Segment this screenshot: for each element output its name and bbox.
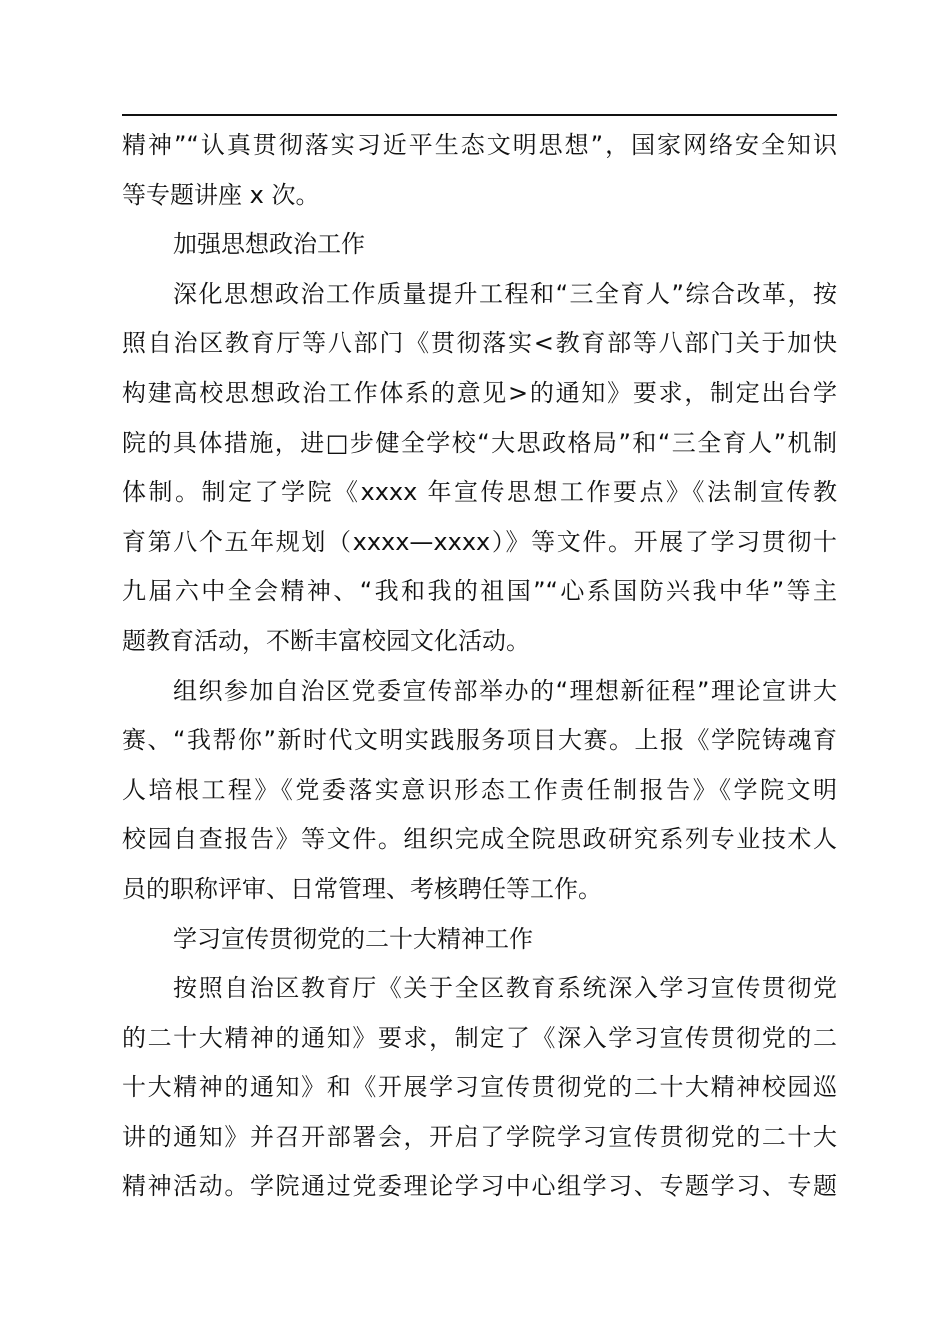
text-line: 体制。制定了学院《xxxx 年宣传思想工作要点》《法制宣传教 [122, 478, 837, 507]
text-line: 的二十大精神的通知》要求，制定了《深入学习宣传贯彻党的二 [122, 1023, 837, 1052]
text-line: 题教育活动，不断丰富校园文化活动。 [122, 626, 530, 655]
text-line: 赛、“我帮你”新时代文明实践服务项目大赛。上报《学院铸魂育 [122, 726, 837, 755]
section-heading: 加强思想政治工作 [173, 230, 365, 259]
text-line: 精神活动。学院通过党委理论学习中心组学习、专题学习、专题 [122, 1172, 837, 1201]
text-line: 人培根工程》《党委落实意识形态工作责任制报告》《学院文明 [122, 775, 837, 804]
text-line: 校园自查报告》等文件。组织完成全院思政研究系列专业技术人 [122, 825, 837, 854]
document-body [122, 121, 837, 1212]
text-line: 照自治区教育厅等八部门《贯彻落实<教育部等八部门关于加快 [122, 329, 837, 358]
text-line: 构建高校思想政治工作体系的意见>的通知》要求，制定出台学 [122, 378, 837, 407]
header-rule [122, 114, 837, 116]
text-line: 深化思想政治工作质量提升工程和“三全育人”综合改革，按 [173, 279, 837, 308]
text-line: 精神”“认真贯彻落实习近平生态文明思想”，国家网络安全知识 [122, 131, 837, 159]
text-line: 按照自治区教育厅《关于全区教育系统深入学习宣传贯彻党 [173, 974, 837, 1003]
text-line: 十大精神的通知》和《开展学习宣传贯彻党的二十大精神校园巡 [122, 1073, 837, 1102]
text-line: 育第八个五年规划（xxxx—xxxx）》等文件。开展了学习贯彻十 [122, 527, 837, 556]
text-line: 等专题讲座 x 次。 [122, 180, 320, 209]
section-heading: 学习宣传贯彻党的二十大精神工作 [173, 924, 533, 953]
text-line: 员的职称评审、日常管理、考核聘任等工作。 [122, 874, 602, 903]
text-line: 组织参加自治区党委宣传部举办的“理想新征程”理论宣讲大 [173, 676, 837, 705]
text-line: 九届六中全会精神、“我和我的祖国”“心系国防兴我中华”等主 [122, 577, 837, 606]
text-line: 讲的通知》并召开部署会，开启了学院学习宣传贯彻党的二十大 [122, 1122, 837, 1151]
text-line: 院的具体措施，进□步健全学校“大思政格局”和“三全育人”机制 [122, 428, 837, 457]
